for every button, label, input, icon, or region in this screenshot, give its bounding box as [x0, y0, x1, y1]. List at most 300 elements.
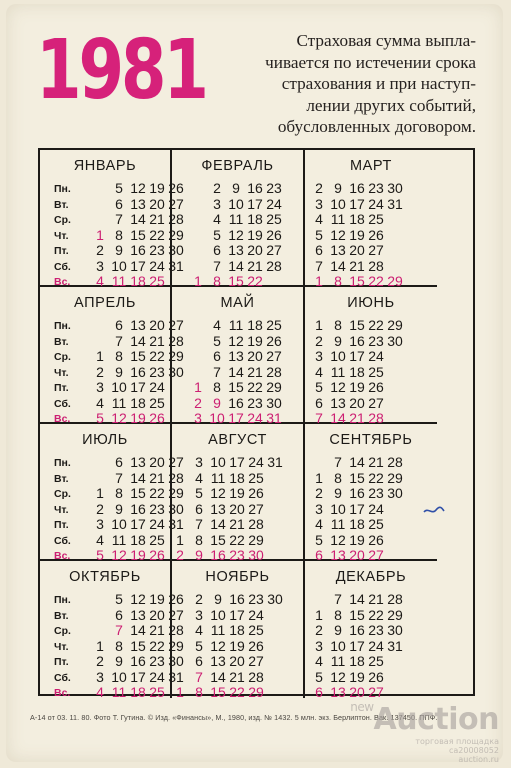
day-number: 12 [330, 668, 346, 685]
day-number: 11 [111, 394, 127, 411]
day-number: 11 [228, 211, 244, 227]
day-number: 2 [315, 332, 323, 349]
day-number: 1 [315, 606, 323, 623]
day-number: 14 [130, 332, 146, 349]
day-number: 21 [368, 454, 384, 470]
day-number: 13 [130, 317, 146, 333]
weekday-label: Чт. [54, 229, 69, 242]
day-number: 8 [213, 273, 221, 289]
day-number: 7 [115, 469, 123, 486]
day-number: 28 [168, 211, 184, 227]
day-number: 5 [315, 531, 323, 548]
week-row [305, 243, 437, 259]
week-row [305, 471, 437, 487]
day-number: 29 [248, 531, 264, 548]
day-number: 17 [130, 668, 146, 685]
insurance-note [224, 30, 476, 138]
weekday-label: Пт. [54, 519, 69, 531]
day-number: 25 [266, 211, 282, 227]
day-number: 14 [210, 516, 226, 532]
day-number: 15 [210, 531, 226, 548]
month-name: АВГУСТ [208, 432, 267, 448]
day-number: 12 [330, 379, 346, 395]
day-number: 5 [315, 226, 323, 243]
watermark-line: са20008052 [448, 746, 499, 755]
day-number: 29 [168, 226, 184, 243]
day-number: 27 [168, 195, 184, 212]
day-number: 10 [210, 606, 226, 623]
day-number: 17 [349, 195, 365, 212]
day-number: 3 [195, 454, 203, 470]
day-number: 22 [247, 379, 263, 395]
day-number: 19 [229, 637, 245, 654]
watermark-prefix: new [350, 700, 374, 714]
day-number: 29 [168, 637, 184, 654]
day-number: 30 [387, 180, 403, 196]
day-number: 11 [210, 622, 226, 638]
day-number: 21 [349, 410, 365, 426]
week-row [305, 592, 437, 608]
watermark-brand-text: Auction [373, 702, 499, 737]
weekday-label: Сб. [54, 671, 71, 684]
week-row [305, 685, 437, 701]
day-number: 29 [387, 469, 403, 486]
day-number: 24 [368, 348, 384, 364]
week-row [305, 349, 437, 365]
day-number: 20 [229, 653, 245, 669]
week-row [305, 654, 437, 670]
day-number: 27 [248, 500, 264, 517]
week-row [40, 195, 184, 213]
day-number: 17 [349, 348, 365, 364]
print-info: А-14 от 03. 11. 80. Фото Т. Гутина. © Изд. «Финансы», М., 1980, изд. № 1432. 5 млн. экз. Берлиптон. Вак. 137450. ППФ. [30, 713, 438, 722]
day-number: 11 [210, 469, 226, 486]
day-number: 18 [130, 273, 146, 289]
day-number: 10 [330, 637, 346, 654]
day-number: 18 [349, 211, 365, 227]
day-number: 21 [247, 257, 263, 274]
day-number: 13 [210, 500, 226, 517]
weekday-label: Вт. [54, 335, 69, 348]
day-number: 5 [315, 668, 323, 685]
week-row [40, 348, 184, 365]
day-number: 18 [229, 469, 245, 486]
day-number: 13 [228, 348, 244, 364]
day-number: 29 [248, 684, 264, 700]
day-number: 27 [368, 547, 384, 563]
month-block [305, 150, 437, 287]
day-number: 29 [266, 379, 282, 395]
weekday-label: Вс. [54, 413, 71, 425]
day-number: 26 [168, 591, 184, 607]
weekday-label: Вс. [54, 550, 71, 562]
weekday-label: Пт. [54, 245, 69, 257]
day-number: 22 [247, 273, 263, 289]
week-row [305, 455, 437, 471]
day-number: 16 [130, 363, 146, 380]
day-number: 15 [349, 469, 365, 486]
day-number: 1 [315, 469, 323, 486]
weekday-label: Ср. [54, 488, 71, 500]
day-number: 25 [368, 653, 384, 669]
day-number: 6 [195, 653, 203, 669]
day-number: 6 [195, 500, 203, 517]
day-number: 18 [229, 622, 245, 638]
week-row [172, 502, 303, 518]
note-line: Страховая сумма выпла- [296, 31, 476, 50]
week-row [172, 592, 303, 608]
day-number: 5 [195, 637, 203, 654]
day-number: 13 [130, 195, 146, 212]
week-row [172, 455, 303, 471]
day-number: 4 [315, 211, 323, 227]
day-number: 20 [149, 317, 165, 333]
day-number: 22 [149, 226, 165, 243]
day-number: 22 [229, 531, 245, 548]
day-number: 1 [315, 317, 323, 333]
day-number: 13 [210, 653, 226, 669]
week-row [172, 197, 303, 213]
week-row [305, 259, 437, 275]
week-row [305, 486, 437, 502]
day-number: 15 [349, 606, 365, 623]
day-number: 19 [149, 180, 165, 196]
day-number: 1 [176, 684, 184, 700]
week-row [305, 380, 437, 396]
day-number: 4 [96, 273, 104, 289]
weekday-label: Чт. [54, 503, 69, 516]
day-number: 10 [330, 348, 346, 364]
day-number: 6 [315, 394, 323, 411]
day-number: 9 [115, 363, 123, 380]
day-number: 22 [368, 606, 384, 623]
week-row [305, 212, 437, 228]
day-number: 31 [168, 516, 184, 532]
day-number: 20 [247, 348, 263, 364]
day-number: 2 [315, 622, 323, 638]
day-number: 31 [267, 454, 283, 470]
day-number: 5 [213, 332, 221, 349]
day-number: 3 [315, 637, 323, 654]
day-number: 8 [115, 485, 123, 501]
week-row [305, 334, 437, 350]
day-number: 3 [194, 410, 202, 426]
day-number: 12 [330, 226, 346, 243]
day-number: 23 [368, 332, 384, 349]
day-number: 16 [349, 622, 365, 638]
day-number: 18 [349, 653, 365, 669]
day-number: 26 [248, 485, 264, 501]
day-number: 27 [368, 242, 384, 258]
day-number: 11 [330, 211, 346, 227]
day-number: 3 [213, 195, 221, 212]
day-number: 18 [247, 317, 263, 333]
day-number: 20 [349, 242, 365, 258]
weekday-label: Пт. [54, 656, 69, 668]
day-number: 10 [330, 195, 346, 212]
day-number: 27 [168, 454, 184, 470]
day-number: 25 [368, 516, 384, 532]
day-number: 25 [266, 317, 282, 333]
day-rows [40, 591, 184, 701]
day-number: 9 [334, 485, 342, 501]
day-number: 11 [228, 317, 244, 333]
day-number: 9 [115, 500, 123, 517]
week-row [172, 608, 303, 624]
day-number: 8 [334, 606, 342, 623]
note-line: обусловленных договором. [277, 117, 476, 136]
day-number: 7 [213, 363, 221, 380]
day-number: 8 [334, 273, 342, 289]
week-row [40, 637, 184, 655]
day-number: 17 [130, 516, 146, 532]
day-number: 7 [195, 668, 203, 685]
day-number: 13 [330, 684, 346, 700]
day-number: 24 [266, 195, 282, 212]
day-number: 28 [168, 622, 184, 638]
day-number: 29 [387, 273, 403, 289]
day-number: 28 [168, 469, 184, 486]
day-number: 8 [115, 637, 123, 654]
watermark-line: auction.ru [458, 755, 499, 764]
day-number: 16 [228, 394, 244, 411]
day-number: 27 [368, 684, 384, 700]
day-number: 4 [213, 211, 221, 227]
month-name: ФЕВРАЛЬ [201, 158, 274, 174]
day-number: 23 [368, 180, 384, 196]
day-number: 24 [149, 516, 165, 532]
month-block [40, 287, 184, 426]
day-number: 1 [96, 226, 104, 243]
day-number: 9 [334, 180, 342, 196]
day-rows [40, 454, 184, 564]
day-number: 22 [368, 273, 384, 289]
day-number: 30 [267, 591, 283, 607]
day-number: 21 [149, 211, 165, 227]
day-number: 15 [210, 684, 226, 700]
day-number: 14 [130, 622, 146, 638]
week-row [172, 318, 303, 334]
week-row [305, 228, 437, 244]
day-number: 14 [349, 591, 365, 607]
day-number: 8 [115, 348, 123, 364]
day-number: 28 [266, 363, 282, 380]
day-number: 10 [228, 195, 244, 212]
day-number: 20 [149, 606, 165, 623]
day-number: 17 [130, 379, 146, 395]
day-number: 12 [111, 410, 127, 426]
week-row [172, 334, 303, 350]
day-number: 10 [111, 379, 127, 395]
month-name: ОКТЯБРЬ [69, 569, 141, 585]
day-number: 20 [149, 454, 165, 470]
weekday-label: Вс. [54, 276, 71, 288]
day-number: 31 [266, 410, 282, 426]
day-number: 30 [168, 653, 184, 669]
week-row [40, 363, 184, 381]
day-number: 7 [115, 622, 123, 638]
day-number: 26 [368, 668, 384, 685]
day-number: 16 [349, 485, 365, 501]
note-line: страхования и при наступ- [281, 74, 476, 93]
day-number: 3 [315, 500, 323, 517]
day-number: 12 [228, 226, 244, 243]
day-number: 6 [115, 317, 123, 333]
week-row [40, 533, 170, 549]
note-line: лении других событий, [306, 95, 476, 115]
day-number: 15 [228, 273, 244, 289]
day-number: 9 [213, 394, 221, 411]
day-number: 1 [194, 273, 202, 289]
day-rows [40, 317, 184, 427]
week-row [172, 533, 303, 549]
day-number: 9 [232, 180, 240, 196]
day-number: 12 [330, 531, 346, 548]
week-row [172, 243, 303, 259]
day-number: 13 [130, 606, 146, 623]
day-number: 3 [96, 257, 104, 274]
week-row [172, 471, 303, 487]
day-rows [305, 455, 437, 564]
day-number: 15 [228, 379, 244, 395]
month-name: НОЯБРЬ [205, 569, 270, 585]
weekday-label: Ср. [54, 351, 71, 363]
week-row [40, 591, 184, 608]
watermark [350, 700, 499, 764]
day-number: 15 [349, 317, 365, 333]
day-number: 21 [349, 257, 365, 274]
day-number: 30 [248, 547, 264, 563]
day-number: 3 [96, 668, 104, 685]
day-number: 18 [130, 531, 146, 548]
day-number: 23 [149, 363, 165, 380]
day-number: 2 [213, 180, 221, 196]
day-rows [172, 455, 303, 564]
day-number: 27 [168, 317, 184, 333]
day-number: 16 [130, 242, 146, 258]
day-number: 25 [248, 469, 264, 486]
day-number: 26 [149, 410, 165, 426]
weekday-label: Ср. [54, 625, 71, 637]
calendar-grid [38, 148, 475, 700]
day-number: 8 [213, 379, 221, 395]
week-row [305, 197, 437, 213]
day-number: 21 [149, 332, 165, 349]
day-number: 20 [349, 684, 365, 700]
day-number: 29 [387, 606, 403, 623]
day-number: 28 [387, 591, 403, 607]
weekday-label: Чт. [54, 366, 69, 379]
weekday-label: Пт. [54, 382, 69, 394]
day-number: 28 [387, 454, 403, 470]
month-name: ДЕКАБРЬ [335, 569, 407, 585]
day-number: 21 [229, 668, 245, 685]
day-number: 22 [368, 469, 384, 486]
day-number: 30 [168, 363, 184, 380]
weekday-label: Пн. [54, 183, 71, 195]
day-number: 9 [334, 622, 342, 638]
day-number: 8 [334, 469, 342, 486]
day-number: 17 [229, 454, 245, 470]
day-number: 15 [130, 485, 146, 501]
day-number: 20 [349, 547, 365, 563]
day-number: 5 [96, 547, 104, 563]
weekday-label: Вс. [54, 687, 71, 699]
day-number: 5 [315, 379, 323, 395]
day-number: 28 [368, 410, 384, 426]
day-number: 14 [330, 410, 346, 426]
day-number: 2 [315, 180, 323, 196]
day-number: 23 [229, 547, 245, 563]
day-number: 18 [349, 516, 365, 532]
weekday-label: Сб. [54, 397, 71, 410]
day-number: 12 [130, 591, 146, 607]
day-number: 23 [368, 485, 384, 501]
week-row [172, 685, 303, 701]
day-number: 8 [334, 317, 342, 333]
week-row [40, 622, 184, 639]
day-number: 17 [229, 606, 245, 623]
week-row [305, 608, 437, 624]
month-block [172, 287, 305, 424]
day-number: 12 [130, 180, 146, 196]
day-number: 23 [266, 180, 282, 196]
week-row [172, 623, 303, 639]
day-number: 19 [130, 410, 146, 426]
day-number: 1 [194, 379, 202, 395]
weekday-label: Чт. [54, 640, 69, 653]
day-number: 9 [115, 653, 123, 669]
day-number: 21 [149, 622, 165, 638]
day-number: 21 [149, 469, 165, 486]
month-block [305, 424, 437, 561]
day-number: 28 [168, 332, 184, 349]
day-rows [305, 318, 437, 427]
day-number: 6 [213, 348, 221, 364]
day-number: 31 [168, 668, 184, 685]
day-number: 1 [96, 637, 104, 654]
day-number: 19 [349, 379, 365, 395]
day-number: 20 [149, 195, 165, 212]
day-number: 10 [111, 668, 127, 685]
day-number: 19 [247, 226, 263, 243]
day-number: 3 [96, 516, 104, 532]
day-number: 20 [229, 500, 245, 517]
day-number: 25 [368, 363, 384, 380]
day-number: 25 [149, 394, 165, 411]
day-number: 31 [168, 257, 184, 274]
day-number: 20 [349, 394, 365, 411]
week-row [172, 349, 303, 365]
day-number: 7 [195, 516, 203, 532]
day-number: 22 [368, 317, 384, 333]
day-number: 19 [229, 485, 245, 501]
day-number: 27 [368, 394, 384, 411]
day-number: 7 [315, 257, 323, 274]
day-number: 3 [96, 379, 104, 395]
day-number: 24 [368, 195, 384, 212]
day-number: 11 [330, 363, 346, 380]
day-number: 31 [387, 637, 403, 654]
weekday-label: Пн. [54, 594, 71, 606]
day-number: 14 [228, 363, 244, 380]
day-rows [172, 592, 303, 701]
day-number: 26 [168, 180, 184, 196]
day-number: 6 [315, 242, 323, 258]
day-number: 18 [247, 211, 263, 227]
day-number: 23 [248, 591, 264, 607]
day-number: 30 [168, 242, 184, 258]
